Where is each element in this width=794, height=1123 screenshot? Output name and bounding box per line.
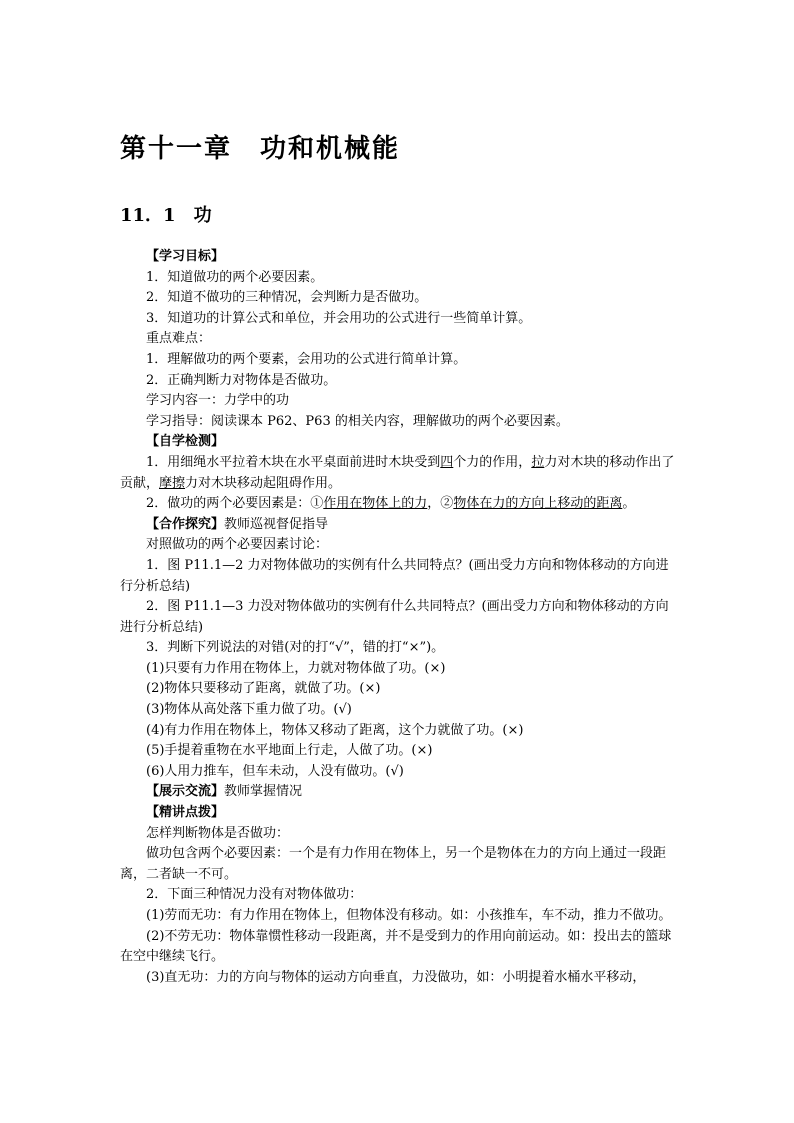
self-check-header: 【自学检测】 xyxy=(146,434,225,450)
chapter-title: 第十一章 功和机械能 xyxy=(120,134,401,164)
self-check-q2 xyxy=(120,494,680,515)
key-point-item: 2．正确判断力对物体是否做功。 xyxy=(146,372,337,388)
document-body xyxy=(120,247,680,988)
show-note: 教师掌握情况 xyxy=(224,784,303,800)
coop-note: 教师巡视督促指导 xyxy=(224,516,329,532)
explain-line: 怎样判断物体是否做功： xyxy=(146,825,290,841)
explain-line: 做功包含两个必要因素：一个是有力作用在物体上，另一个是物体在力的方向上通过一段距离，二者缺一不可。 xyxy=(120,846,667,882)
explain-line: (3)直无功：力的方向与物体的运动方向垂直，力没做功，如：小明提着水桶水平移动， xyxy=(146,969,646,985)
goal-item: 1．知道做功的两个必要因素。 xyxy=(146,269,324,285)
show-heading xyxy=(120,782,680,803)
answer-blank: 拉 xyxy=(531,454,545,470)
answer-blank: 摩擦 xyxy=(159,475,186,491)
key-point-item: 1．理解做功的两个要素，会用功的公式进行简单计算。 xyxy=(146,351,467,367)
coop-q3: 3．判断下列说法的对错(对的打“√”，错的打“×”)。 xyxy=(146,640,445,656)
judgment-item: (2)物体只要移动了距离，就做了功。(×) xyxy=(146,681,381,697)
self-check-q1 xyxy=(120,453,680,494)
goals-header: 【学习目标】 xyxy=(146,249,225,264)
text-run: 个力的作用， xyxy=(453,454,532,470)
answer-blank: 物体在力的方向上移动的距离 xyxy=(453,496,623,512)
section-title: 11．1 功 xyxy=(120,205,212,226)
key-points-header: 重点难点： xyxy=(146,331,212,347)
explain-header: 【精讲点拨】 xyxy=(146,805,225,821)
goal-item: 2．知道不做功的三种情况，会判断力是否做功。 xyxy=(146,290,428,306)
text-run: 。 xyxy=(622,496,636,512)
explain-line: 2．下面三种情况力没有对物体做功： xyxy=(146,887,363,903)
coop-intro: 对照做功的两个必要因素讨论： xyxy=(146,537,329,553)
text-run: ，② xyxy=(427,496,454,512)
show-header: 【展示交流】 xyxy=(146,784,225,800)
coop-q1: 1．图 P11.1—2 力对物体做功的实例有什么共同特点？(画出受力方向和物体移动的方向进行分析总结) xyxy=(120,557,669,594)
judgment-item: (6)人用力推车，但车未动，人没有做功。(√) xyxy=(146,763,404,779)
text-run: 2．做功的两个必要因素是：① xyxy=(146,496,324,512)
explain-line: (2)不劳无功：物体靠惯性移动一段距离，并不是受到力的作用向前运动。如：投出去的篮球在空中继续飞行。 xyxy=(120,928,672,965)
judgment-item: (1)只要有力作用在物体上，力就对物体做了功。(×) xyxy=(146,660,446,676)
coop-q2: 2．图 P11.1—3 力没对物体做功的实例有什么共同特点？(画出受力方向和物体移动的方向进行分析总结) xyxy=(120,599,669,635)
content1-title: 学习内容一：力学中的功 xyxy=(146,393,290,409)
answer-blank: 四 xyxy=(440,454,454,470)
judgment-item: (3)物体从高处落下重力做了功。(√) xyxy=(146,702,352,718)
judgment-item: (5)手提着重物在水平地面上行走，人做了功。(×) xyxy=(146,743,433,759)
coop-header: 【合作探究】 xyxy=(146,516,225,532)
content1-guide: 学习指导：阅读课本 P62、P63 的相关内容，理解做功的两个必要因素。 xyxy=(146,413,569,429)
goal-item: 3．知道功的计算公式和单位，并会用功的公式进行一些简单计算。 xyxy=(146,310,532,326)
text-run: 力对木块移动起阻碍作用。 xyxy=(185,475,342,491)
explain-line: (1)劳而无功：有力作用在物体上，但物体没有移动。如：小孩推车，车不动，推力不做功。 xyxy=(146,908,672,923)
coop-heading xyxy=(120,515,680,536)
judgment-item: (4)有力作用在物体上，物体又移动了距离，这个力就做了功。(×) xyxy=(146,722,524,738)
text-run: 力对木块的移动作出了贡献， xyxy=(120,454,675,491)
answer-blank: 作用在物体上的力 xyxy=(323,496,428,512)
text-run: 1．用细绳水平拉着木块在水平桌面前进时木块受到 xyxy=(146,454,441,470)
